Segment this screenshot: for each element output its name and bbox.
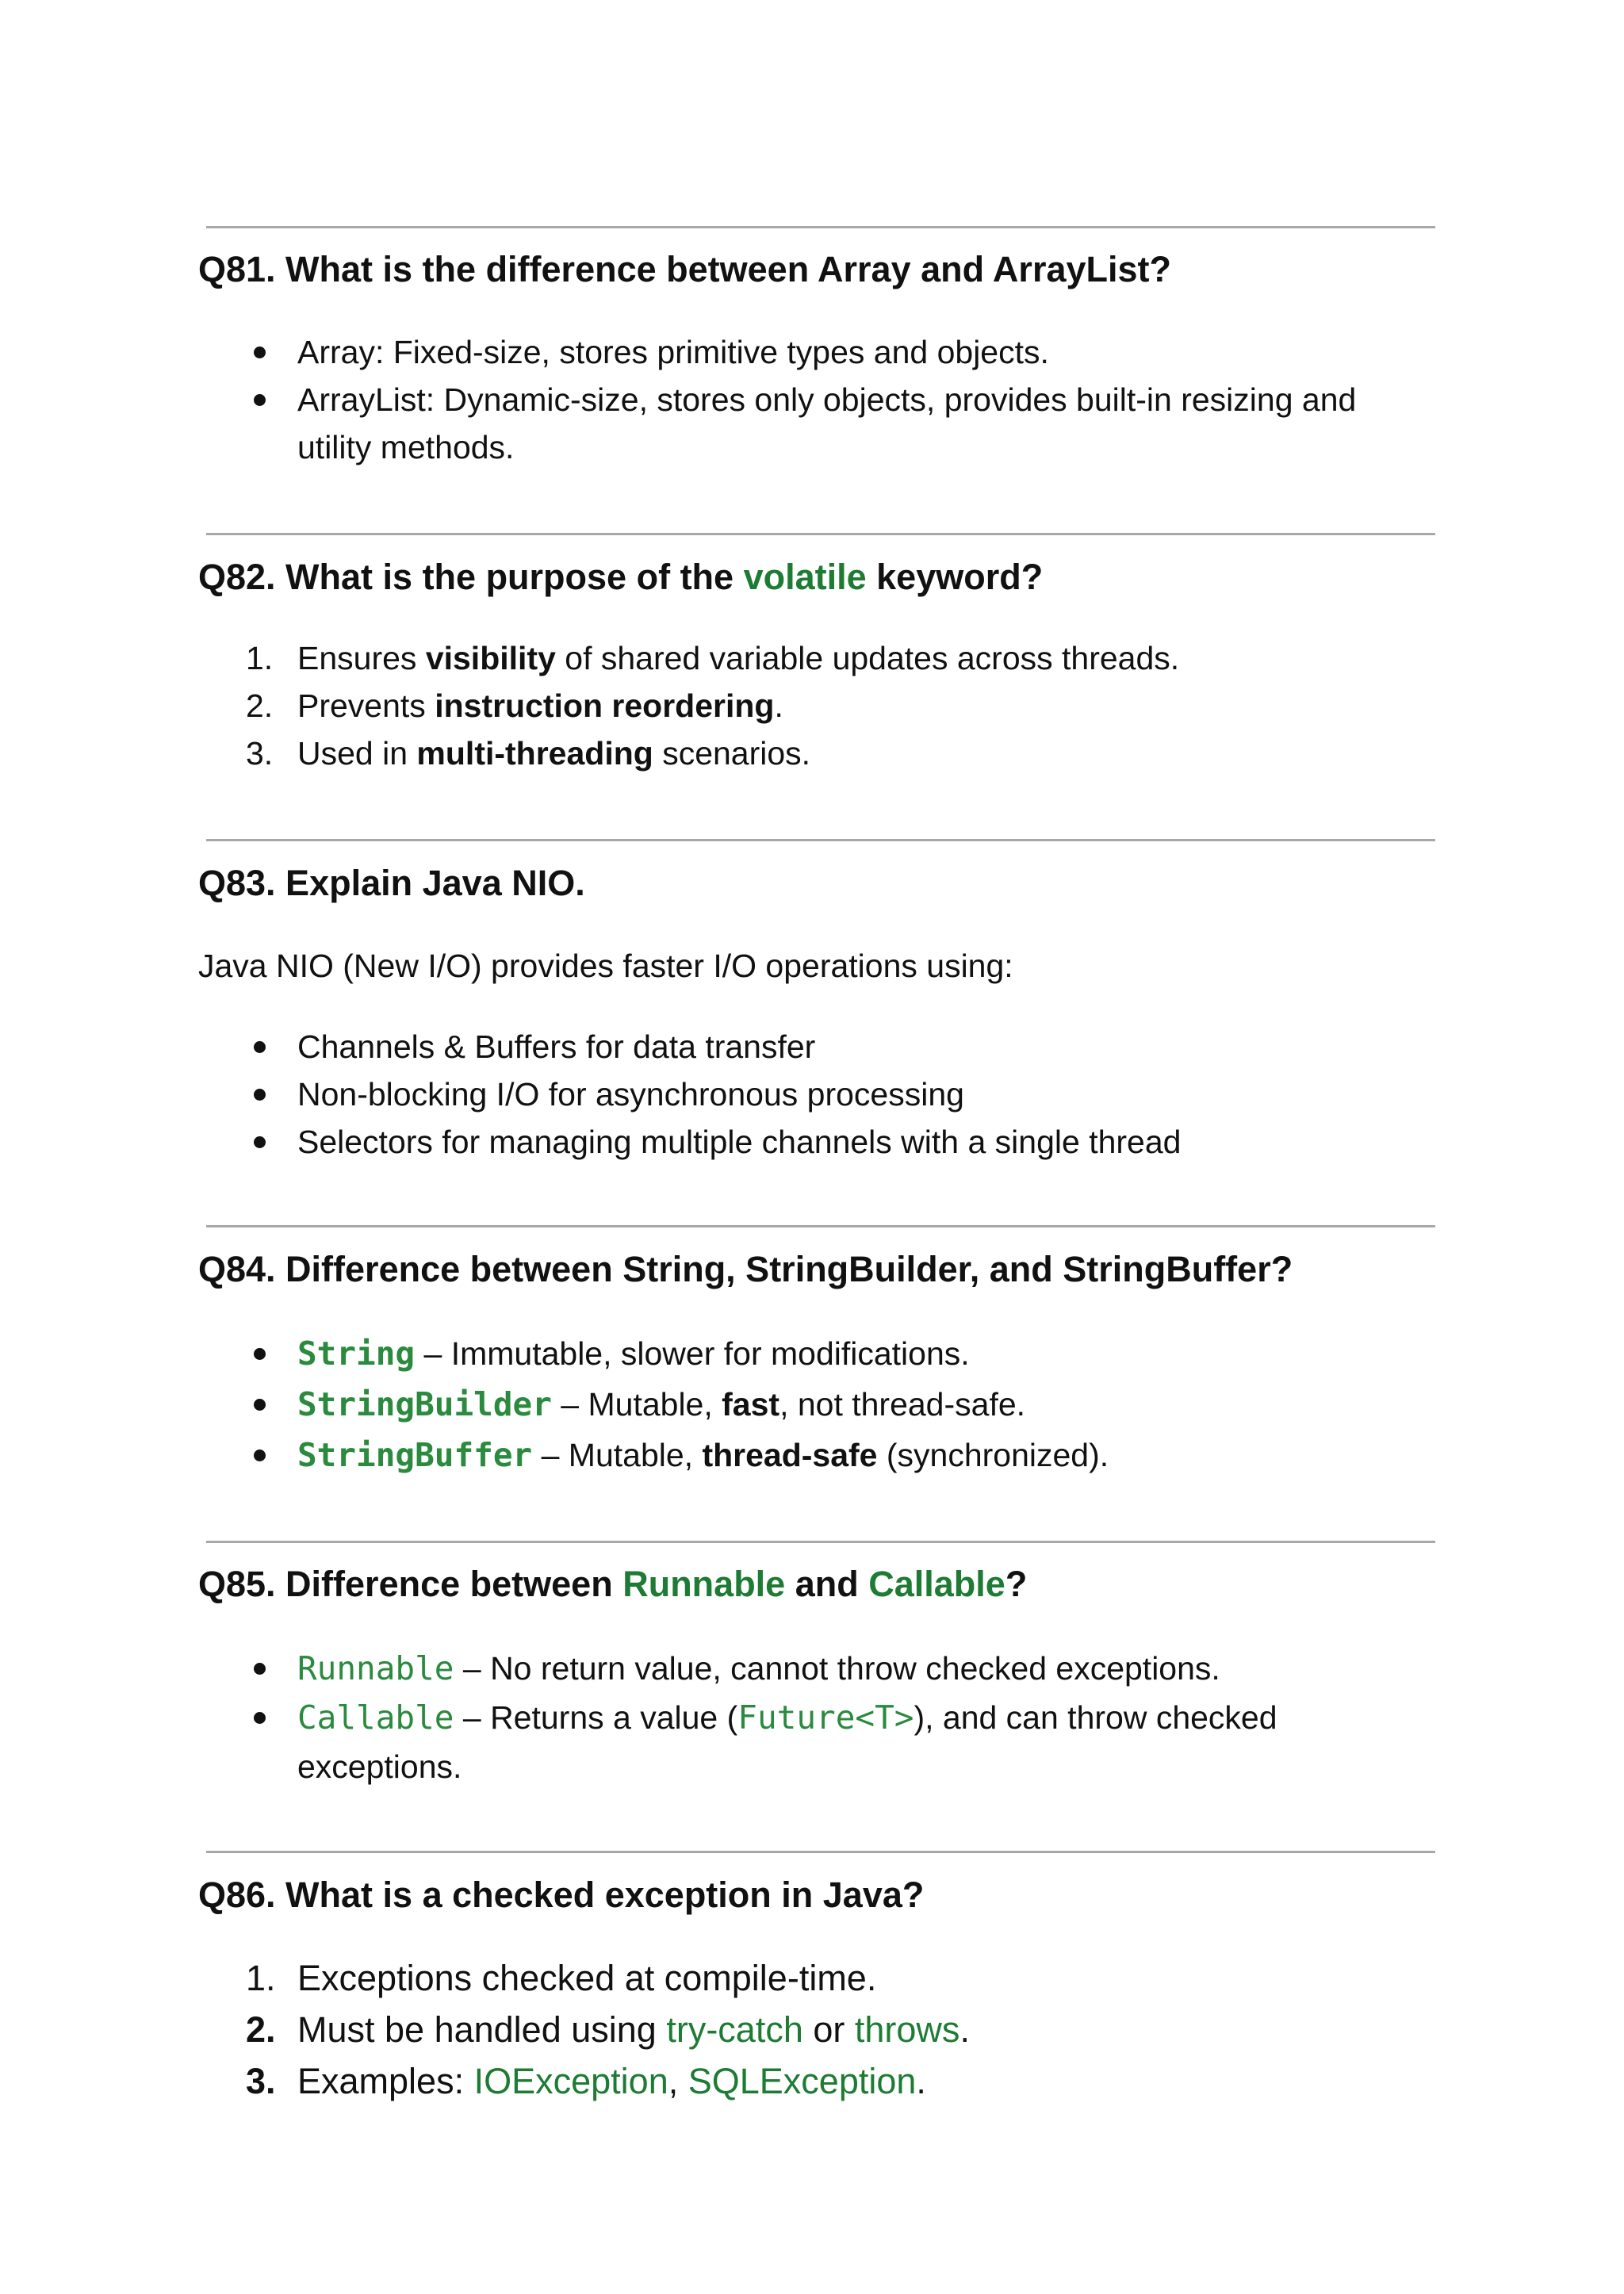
list-item [198,1023,1435,1070]
list-item [198,1430,1435,1480]
question-title: Q83. Explain Java NIO. [198,863,585,903]
list-item [198,1693,1435,1791]
bullet-icon [254,1663,266,1675]
bold-text: fast [722,1386,780,1423]
list-item [198,682,1435,730]
bullet-icon [254,1712,266,1724]
question-title [198,555,1043,599]
text: Ensures [297,640,426,676]
list-item [198,328,1435,376]
bold-text: visibility [425,640,556,676]
list-item [198,2004,1435,2055]
bullet-icon [254,1348,266,1360]
list-number: 3. [246,2061,276,2101]
numbered-list [198,1952,1435,2107]
list-item [198,376,1435,471]
text: Must be handled using [297,2009,667,2050]
text: , not thread-safe. [779,1386,1026,1423]
list-item [198,1118,1435,1166]
list-item-text: Non-blocking I/O for asynchronous processing [297,1076,964,1113]
divider [206,839,1435,841]
green-term: IOException [473,2061,668,2101]
title-text: Q85. Difference between [198,1564,623,1604]
text: – Mutable, [551,1386,722,1423]
list-item-text: Channels & Buffers for data transfer [297,1028,816,1065]
title-keyword: Callable [868,1564,1005,1604]
code-term: StringBuilder [297,1385,552,1423]
text: . [774,687,783,724]
divider [206,1541,1435,1543]
title-text: keyword? [866,557,1044,597]
code-term: StringBuffer [297,1436,533,1474]
question-title: Q86. What is a checked exception in Java? [198,1875,925,1915]
list-item-text: Array: Fixed-size, stores primitive types and objects. [297,334,1049,370]
code-term: Future<T> [737,1698,914,1737]
text: of shared variable updates across threads. [555,640,1180,676]
list-item [198,1070,1435,1118]
text: . [916,2061,926,2101]
bullet-icon [254,1450,266,1461]
bullet-icon [254,1041,266,1053]
text: – Immutable, slower for modifications. [415,1335,970,1372]
question-title: Q81. What is the difference between Array and ArrayList? [198,249,1171,289]
bullet-list [198,1023,1435,1166]
list-number: 1. [246,1958,276,1998]
bullet-icon [254,1089,266,1101]
text: scenarios. [653,735,811,772]
list-item [198,2055,1435,2107]
text: Used in [297,735,417,772]
title-text: ? [1005,1564,1028,1604]
list-number: 1. [246,640,274,676]
text: Prevents [297,687,435,724]
list-item [198,1952,1435,2004]
text: Examples: [297,2061,474,2101]
list-number: 3. [246,735,274,772]
bullet-icon [254,394,266,406]
bullet-list [198,1644,1435,1791]
list-number: 2. [246,2009,276,2050]
green-term: throws [854,2009,960,2050]
list-number: 2. [246,687,274,724]
text: – No return value, cannot throw checked exceptions. [454,1650,1220,1687]
divider [206,1225,1435,1227]
title-keyword: volatile [743,557,867,597]
bold-text: thread-safe [702,1437,878,1473]
code-term: Runnable [297,1649,454,1687]
green-term: SQLException [688,2061,917,2101]
text: Exceptions checked at compile-time. [297,1958,877,1998]
bullet-icon [254,1399,266,1411]
text: ), and can throw checked exceptions. [297,1699,1277,1785]
text: , [668,2061,688,2101]
bold-text: multi-threading [416,735,653,772]
green-term: try-catch [666,2009,803,2050]
text: or [802,2009,855,2050]
bullet-list [198,1328,1435,1480]
text: – Mutable, [532,1437,703,1473]
bullet-icon [254,1136,266,1148]
text: . [959,2009,970,2050]
title-keyword: Runnable [622,1564,786,1604]
code-term: Callable [297,1698,454,1737]
list-item [198,1644,1435,1693]
code-term: String [297,1335,416,1373]
question-title [198,1562,1027,1607]
list-item-text: Selectors for managing multiple channels with a single thread [297,1124,1182,1160]
numbered-list [198,634,1435,777]
title-text: Q82. What is the purpose of the [198,557,744,597]
intro-text: Java NIO (New I/O) provides faster I/O operations using: [198,948,1013,984]
divider [206,226,1435,228]
text: – Returns a value ( [454,1699,738,1736]
list-item [198,634,1435,682]
divider [206,1851,1435,1853]
divider [206,533,1435,535]
text: (synchronized). [877,1437,1109,1473]
list-item [198,1328,1435,1379]
list-item [198,730,1435,777]
title-text: and [785,1564,869,1604]
question-title: Q84. Difference between String, StringBuilder, and StringBuffer? [198,1249,1293,1289]
bullet-list [198,328,1435,471]
bullet-icon [254,347,266,358]
list-item-text: ArrayList: Dynamic-size, stores only objects, provides built-in resizing and utility methods. [297,381,1357,465]
list-item [198,1379,1435,1430]
bold-text: instruction reordering [435,687,775,724]
